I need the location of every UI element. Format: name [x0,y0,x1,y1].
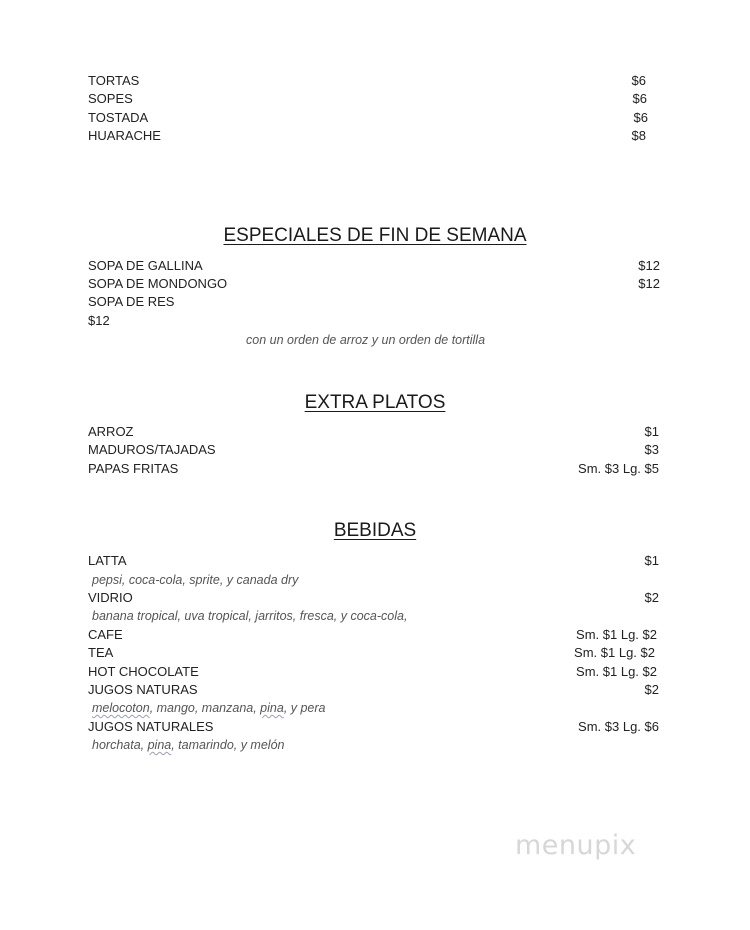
menu-item-price: $12 [88,313,110,328]
menu-item-name: SOPA DE RES [88,294,175,309]
section-title-extra-platos: EXTRA PLATOS [304,392,446,413]
item-note: melocoton, mango, manzana, pina, y pera [92,701,326,715]
section-title-bebidas: BEBIDAS [333,520,417,541]
menu-item-price: $1 [644,424,659,439]
section-title-especiales: ESPECIALES DE FIN DE SEMANA [223,225,527,246]
menu-item-price: Sm. $3 Lg. $6 [578,719,659,734]
menu-item-name: MADUROS/TAJADAS [88,442,216,457]
menu-item-price: $3 [644,442,659,457]
menu-item-price: Sm. $1 Lg. $2 [574,645,655,660]
item-note: banana tropical, uva tropical, jarritos, fresca, y coca-cola, [92,609,408,623]
menu-item-name: VIDRIO [88,590,133,605]
menu-item-name: ARROZ [88,424,134,439]
menu-item-price: $2 [644,590,659,605]
menu-item-price: Sm. $1 Lg. $2 [576,664,657,679]
menu-item-name: SOPA DE GALLINA [88,258,203,273]
menu-item-name: TORTAS [88,73,140,88]
menu-item-price: Sm. $3 Lg. $5 [578,461,659,476]
menu-item-price: $8 [631,128,646,143]
item-note: horchata, pina, tamarindo, y melón [92,738,285,752]
section-note: con un orden de arroz y un orden de tortilla [246,333,486,347]
item-note: pepsi, coca-cola, sprite, y canada dry [92,573,299,587]
menu-item-price: $6 [631,73,646,88]
watermark-logo: menupix [515,830,637,861]
menu-item-price: Sm. $1 Lg. $2 [576,627,657,642]
menu-item-name: TEA [88,645,114,660]
menu-item-name: HUARACHE [88,128,161,143]
menu-item-name: HOT CHOCOLATE [88,664,199,679]
menu-item-name: LATTA [88,553,127,568]
menu-item-name: SOPES [88,91,133,106]
menu-item-price: $6 [632,91,647,106]
menu-item-name: CAFE [88,627,123,642]
menu-item-name: TOSTADA [88,110,149,125]
menu-item-price: $1 [644,553,659,568]
menu-item-name: PAPAS FRITAS [88,461,179,476]
menu-item-price: $12 [638,276,660,291]
menu-item-price: $6 [633,110,648,125]
menu-item-name: JUGOS NATURAS [88,682,198,697]
menu-item-name: JUGOS NATURALES [88,719,214,734]
menu-item-name: SOPA DE MONDONGO [88,276,228,291]
menu-item-price: $2 [644,682,659,697]
menu-item-price: $12 [638,258,660,273]
